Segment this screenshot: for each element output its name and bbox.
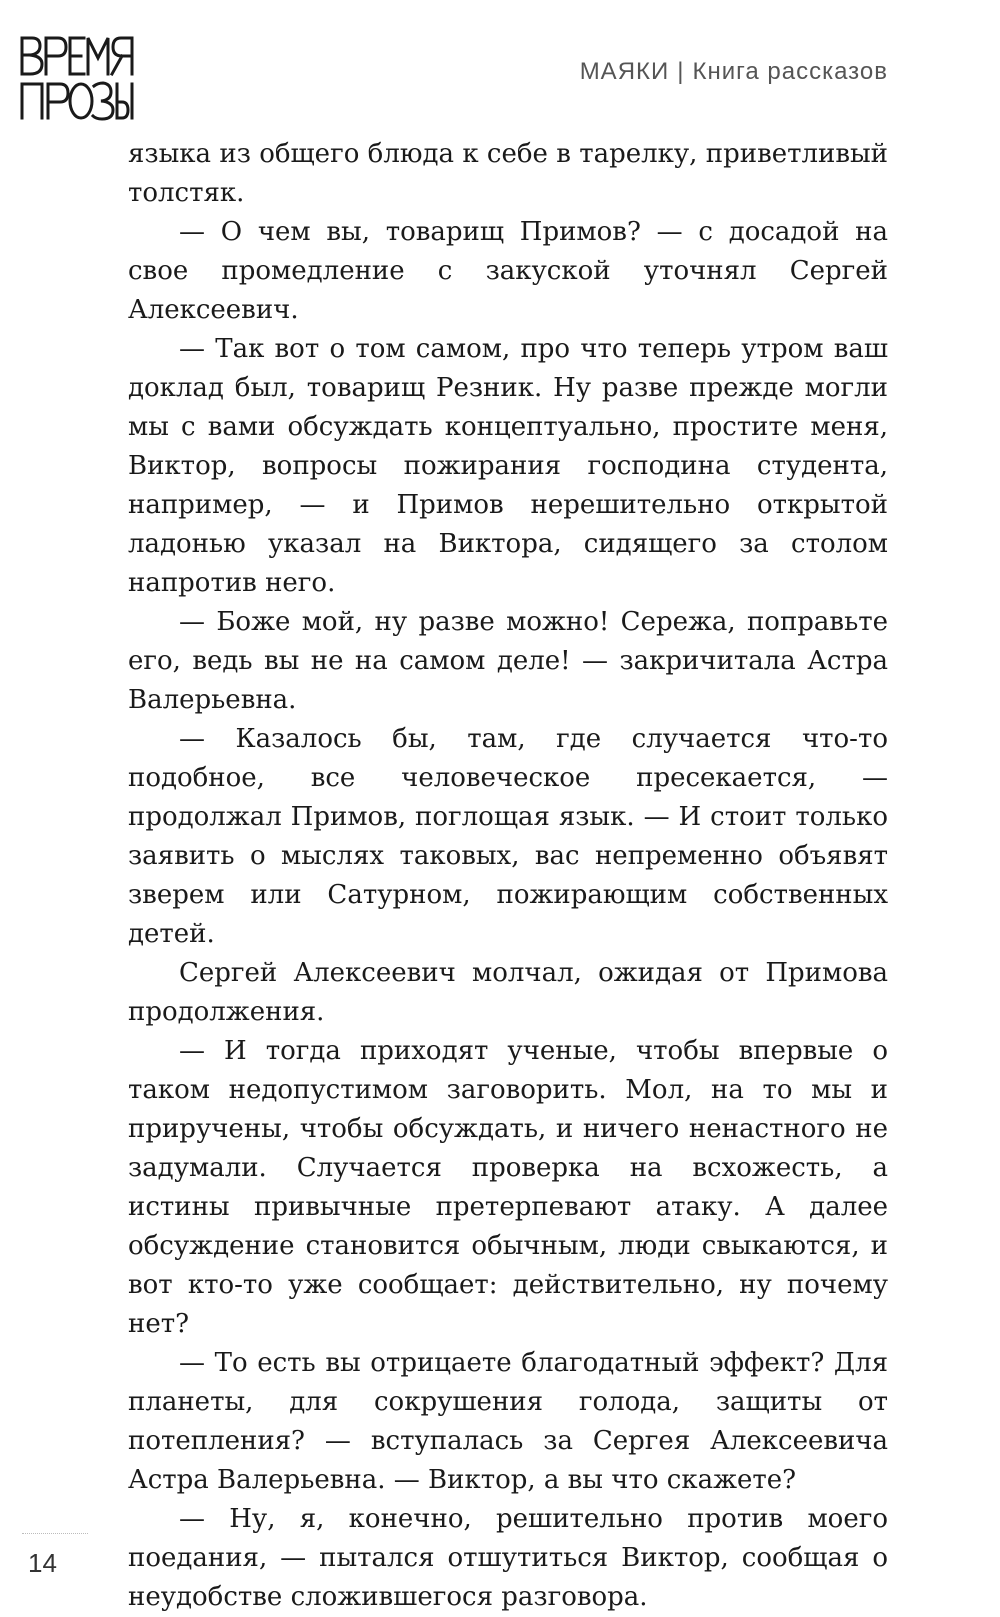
paragraph: — Казалось бы, там, где случается что-то подобное, все человеческое пресекается, — продолжал Примов, поглощая язык. — И стоит только заявить о мыслях таковых, вас непременно объявят зверем или Сатурном, пожирающим собственных детей. — [128, 724, 888, 949]
publisher-logo — [18, 32, 136, 124]
running-header — [580, 58, 888, 86]
header-separator: | — [677, 58, 685, 85]
book-title: Книга рассказов — [692, 58, 888, 85]
paragraph: — Ну, я, конечно, решительно против моего поедания, — пытался отшутиться Виктор, сообщая о неудобстве сложившегося разговора. — [128, 1504, 888, 1612]
series-title: МАЯКИ — [579, 58, 670, 85]
body-text — [128, 135, 888, 1617]
paragraph: — И тогда приходят ученые, чтобы впервые о таком недопустимом заговорить. Мол, на то мы и приручены, чтобы обсуждать, и ничего ненастного не задумали. Случается проверка на всхожесть, а истины привычные претерпевают атаку. А далее обсуждение становится обычным, люди свыкаются, и вот кто-то уже сообщает: действительно, ну почему нет? — [128, 1036, 888, 1339]
paragraph: Сергей Алексеевич молчал, ожидая от Примова продолжения. — [128, 958, 888, 1027]
vremya-prozy-logo-icon — [18, 32, 136, 124]
paragraph: — То есть вы отрицаете благодатный эффект? Для планеты, для сокрушения голода, защиты от потепления? — вступалась за Сергея Алексеевича Астра Валерьевна. — Виктор, а вы что скажете? — [128, 1348, 888, 1495]
page-number: 14 — [28, 1548, 57, 1578]
paragraph: — Боже мой, ну разве можно! Сережа, поправьте его, ведь вы не на самом деле! — закричитала Астра Валерьевна. — [128, 607, 888, 715]
paragraph: — О чем вы, товарищ Примов? — с досадой на свое промедление с закуской уточнял Сергей Алексеевич. — [128, 217, 888, 325]
footer-rule — [22, 1533, 88, 1534]
paragraph: — Так вот о том самом, про что теперь утром ваш доклад был, товарищ Резник. Ну разве прежде могли мы с вами обсуждать концептуально, простите меня, Виктор, вопросы пожирания господина студента, например, — и Примов нерешительно открытой ладонью указал на Виктора, сидящего за столом напротив него. — [128, 334, 888, 598]
paragraph: языка из общего блюда к себе в тарелку, приветливый толстяк. — [128, 139, 888, 208]
